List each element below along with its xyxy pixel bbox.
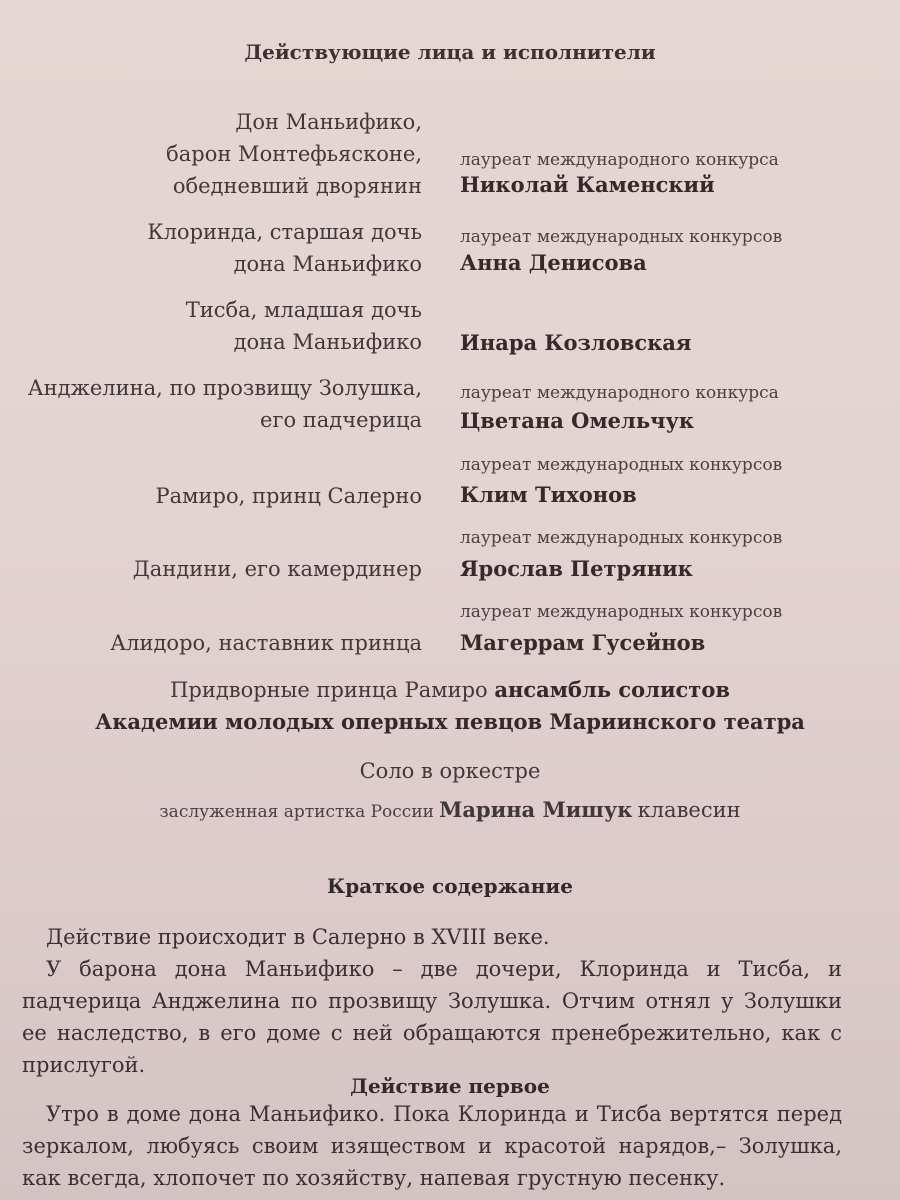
performer-note: лауреат международных конкурсов (460, 602, 783, 622)
solo-title: Соло в оркестре (359, 759, 541, 783)
performer-name: Магеррам Гусейнов (460, 630, 706, 655)
cast-heading: Действующие лица и исполнители (244, 40, 656, 64)
performer-name: Инара Козловская (460, 330, 692, 355)
courtiers-prefix: Придворные принца Рамиро (170, 678, 488, 702)
summary-paragraph: Действие происходит в Салерно в XVIII веке. (46, 925, 550, 949)
performer-note: лауреат международных конкурсов (460, 227, 783, 247)
cast-role (147, 216, 422, 280)
act1-heading: Действие первое (350, 1074, 550, 1098)
cast-role (186, 294, 422, 358)
solo-line (0, 797, 900, 822)
cast-role (133, 553, 422, 585)
performer-name: Цветана Омельчук (460, 408, 695, 433)
courtiers-ensemble: ансамбль солистов (494, 677, 730, 702)
role-line: Алидоро, наставник принца (110, 631, 422, 655)
role-line: Тисба, младшая дочь (185, 298, 422, 322)
solo-name: Марина Мишук (439, 797, 633, 822)
cast-role (110, 627, 422, 659)
cast-role (166, 106, 422, 202)
cast-role (28, 372, 422, 436)
solo-instrument: клавесин (637, 798, 741, 822)
role-line: дона Маньифико (233, 330, 422, 354)
performer-name: Анна Денисова (460, 250, 647, 275)
role-line: Дон Маньифико, (235, 110, 422, 134)
role-line: Рамиро, принц Салерно (155, 484, 422, 508)
act1-text (22, 1098, 842, 1194)
role-line: Дандини, его камердинер (132, 557, 422, 581)
performer-note: лауреат международных конкурсов (460, 528, 783, 548)
summary-heading: Краткое содержание (327, 874, 573, 898)
performer-note: лауреат международных конкурсов (460, 455, 783, 475)
role-line: барон Монтефьясконе, (166, 142, 422, 166)
role-line: обедневший дворянин (172, 174, 422, 198)
solo-prefix: заслуженная артистка России (159, 802, 434, 822)
act1-paragraph: Утро в доме дона Маньифико. Пока Клоринда и Тисба вертятся перед зеркалом, любуясь своим изяществом и красотой нарядов,– Золушка, как всегда, хлопочет по хозяйству, напевая грустную песенку. (22, 1102, 842, 1190)
role-line: Клоринда, старшая дочь (147, 220, 422, 244)
performer-note: лауреат международного конкурса (460, 383, 779, 403)
cast-role (156, 480, 422, 512)
performer-name: Клим Тихонов (460, 482, 637, 507)
courtiers-line (0, 677, 900, 702)
role-line: дона Маньифико (233, 252, 422, 276)
performer-name: Николай Каменский (460, 172, 715, 197)
role-line: его падчерица (260, 408, 422, 432)
performer-note: лауреат международного конкурса (460, 150, 779, 170)
courtiers-academy (0, 709, 900, 734)
performer-name: Ярослав Петряник (460, 556, 693, 581)
summary-text (22, 921, 842, 1081)
summary-paragraph: У барона дона Маньифико – две дочери, Клоринда и Тисба, и падчерица Анджелина по прозвищу Золушка. Отчим отнял у Золушки ее наследство, в его доме с ней обращаются пренебрежительно, как с прислугой. (22, 957, 842, 1077)
academy-name: Академии молодых оперных певцов Мариинского театра (95, 709, 805, 734)
role-line: Анджелина, по прозвищу Золушка, (27, 376, 422, 400)
